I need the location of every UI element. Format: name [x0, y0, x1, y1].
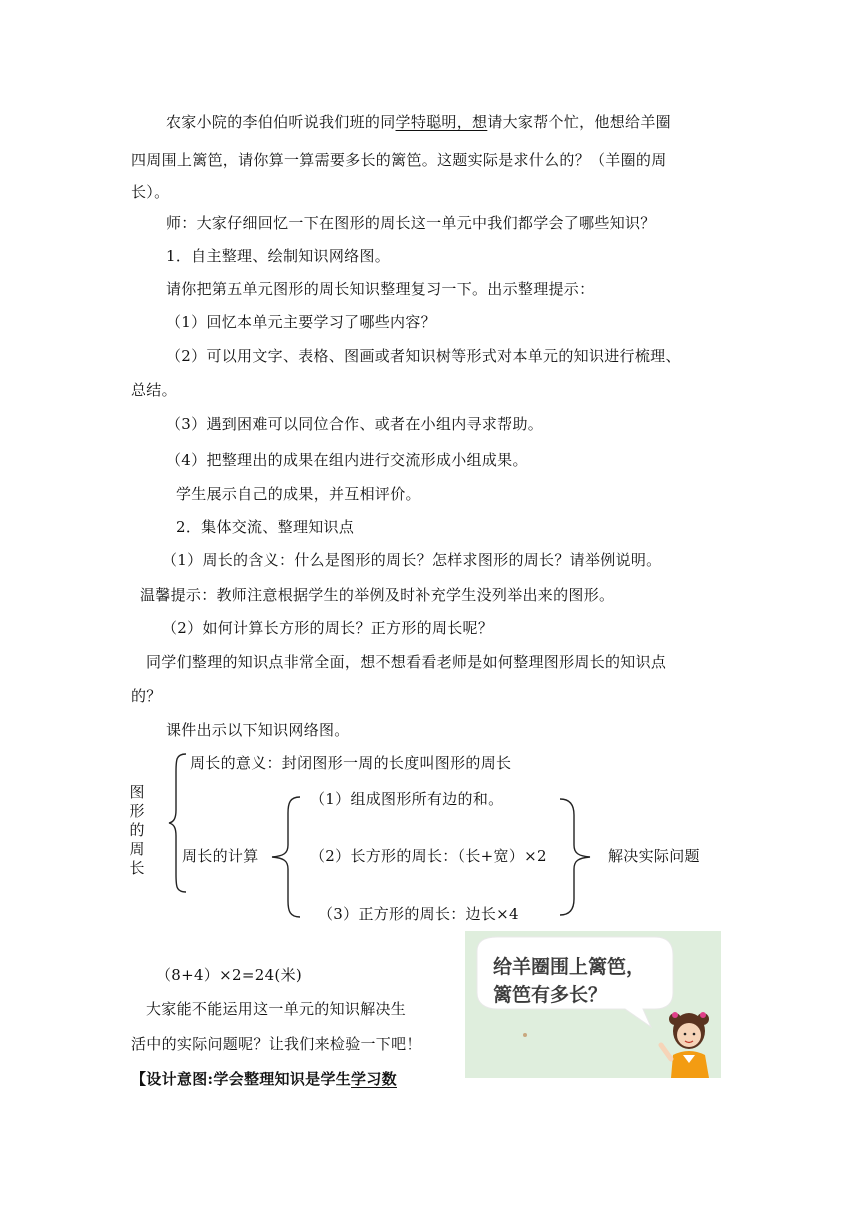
- paragraph-students-show: 学生展示自己的成果，并互相评价。: [176, 485, 421, 503]
- question-line1: 大家能不能运用这一单元的知识解决生: [146, 1000, 407, 1018]
- paragraph-step2: 2．集体交流、整理知识点: [176, 518, 355, 536]
- fence-illustration: [465, 931, 721, 1078]
- paragraph-summary-line2: 的？: [131, 687, 162, 705]
- paragraph-step1-instruction: 请你把第五单元图形的周长知识整理复习一下。出示整理提示：: [166, 280, 595, 298]
- text-span: 【设计意图:学会整理知识是学生: [131, 1070, 352, 1088]
- network-result: 解决实际问题: [608, 847, 700, 865]
- paragraph-hint4: （4）把整理出的成果在组内进行交流形成小组成果。: [166, 451, 528, 469]
- paragraph-hint2-line2: 总结。: [131, 381, 177, 399]
- paragraph-calc-question: （2）如何计算长方形的周长？正方形的周长呢？: [162, 619, 494, 637]
- paragraph-hint1: （1）回忆本单元主要学习了哪些内容？: [166, 313, 436, 331]
- paragraph-hint2-line1: （2）可以用文字、表格、图画或者知识树等形式对本单元的知识进行梳理、: [166, 347, 681, 365]
- paragraph-hint3: （3）遇到困难可以同位合作、或者在小组内寻求帮助。: [166, 415, 544, 433]
- network-calc: 周长的计算: [182, 847, 259, 865]
- paragraph-step1: 1．自主整理、绘制知识网络图。: [166, 247, 391, 265]
- result-brace: [558, 797, 592, 917]
- paragraph-intro-line1: [166, 112, 671, 132]
- calc-brace: [270, 795, 304, 919]
- text-span: 请大家帮个忙，他想给羊圈: [487, 113, 671, 131]
- paragraph-courseware: 课件出示以下知识网络图。: [166, 721, 350, 739]
- root-brace: [168, 752, 188, 894]
- paragraph-summary-line1: 同学们整理的知识点非常全面，想不想看看老师是如何整理图形周长的知识点: [146, 653, 667, 671]
- paragraph-teacher-question: 师：大家仔细回忆一下在图形的周长这一单元中我们都学会了哪些知识？: [166, 214, 656, 232]
- underlined-text: 学特聪明，想: [395, 113, 488, 131]
- paragraph-warm-tip: 温馨提示：教师注意根据学生的举例及时补充学生没列举出来的图形。: [140, 586, 615, 604]
- formula-line: （8+4）×2=24(米): [156, 966, 303, 984]
- question-line2: 活中的实际问题呢？让我们来检验一下吧！: [131, 1035, 422, 1053]
- network-root-label: 图形的周长: [129, 783, 145, 877]
- network-meaning: 周长的意义：封闭图形一周的长度叫图形的周长: [190, 754, 512, 772]
- text-span: 农家小院的李伯伯听说我们班的同: [166, 113, 396, 131]
- paragraph-perimeter-meaning: （1）周长的含义：什么是图形的周长？怎样求图形的周长？请举例说明。: [162, 551, 662, 569]
- network-item2: （2）长方形的周长：（长+宽）×2: [310, 847, 547, 865]
- network-item1: （1）组成图形所有边的和。: [310, 790, 504, 808]
- underlined-text: 学习数: [351, 1070, 397, 1088]
- network-item3: （3）正方形的周长：边长×4: [318, 905, 519, 923]
- speech-bubble-text: 给羊圈围上篱笆，篱笆有多长？: [493, 956, 646, 1006]
- paragraph-intro-line2: 四周围上篱笆，请你算一算需要多长的篱笆。这题实际是求什么的？（羊圈的周: [131, 151, 667, 169]
- design-intent-line: [131, 1069, 397, 1089]
- paragraph-intro-line3: 长）。: [131, 183, 170, 201]
